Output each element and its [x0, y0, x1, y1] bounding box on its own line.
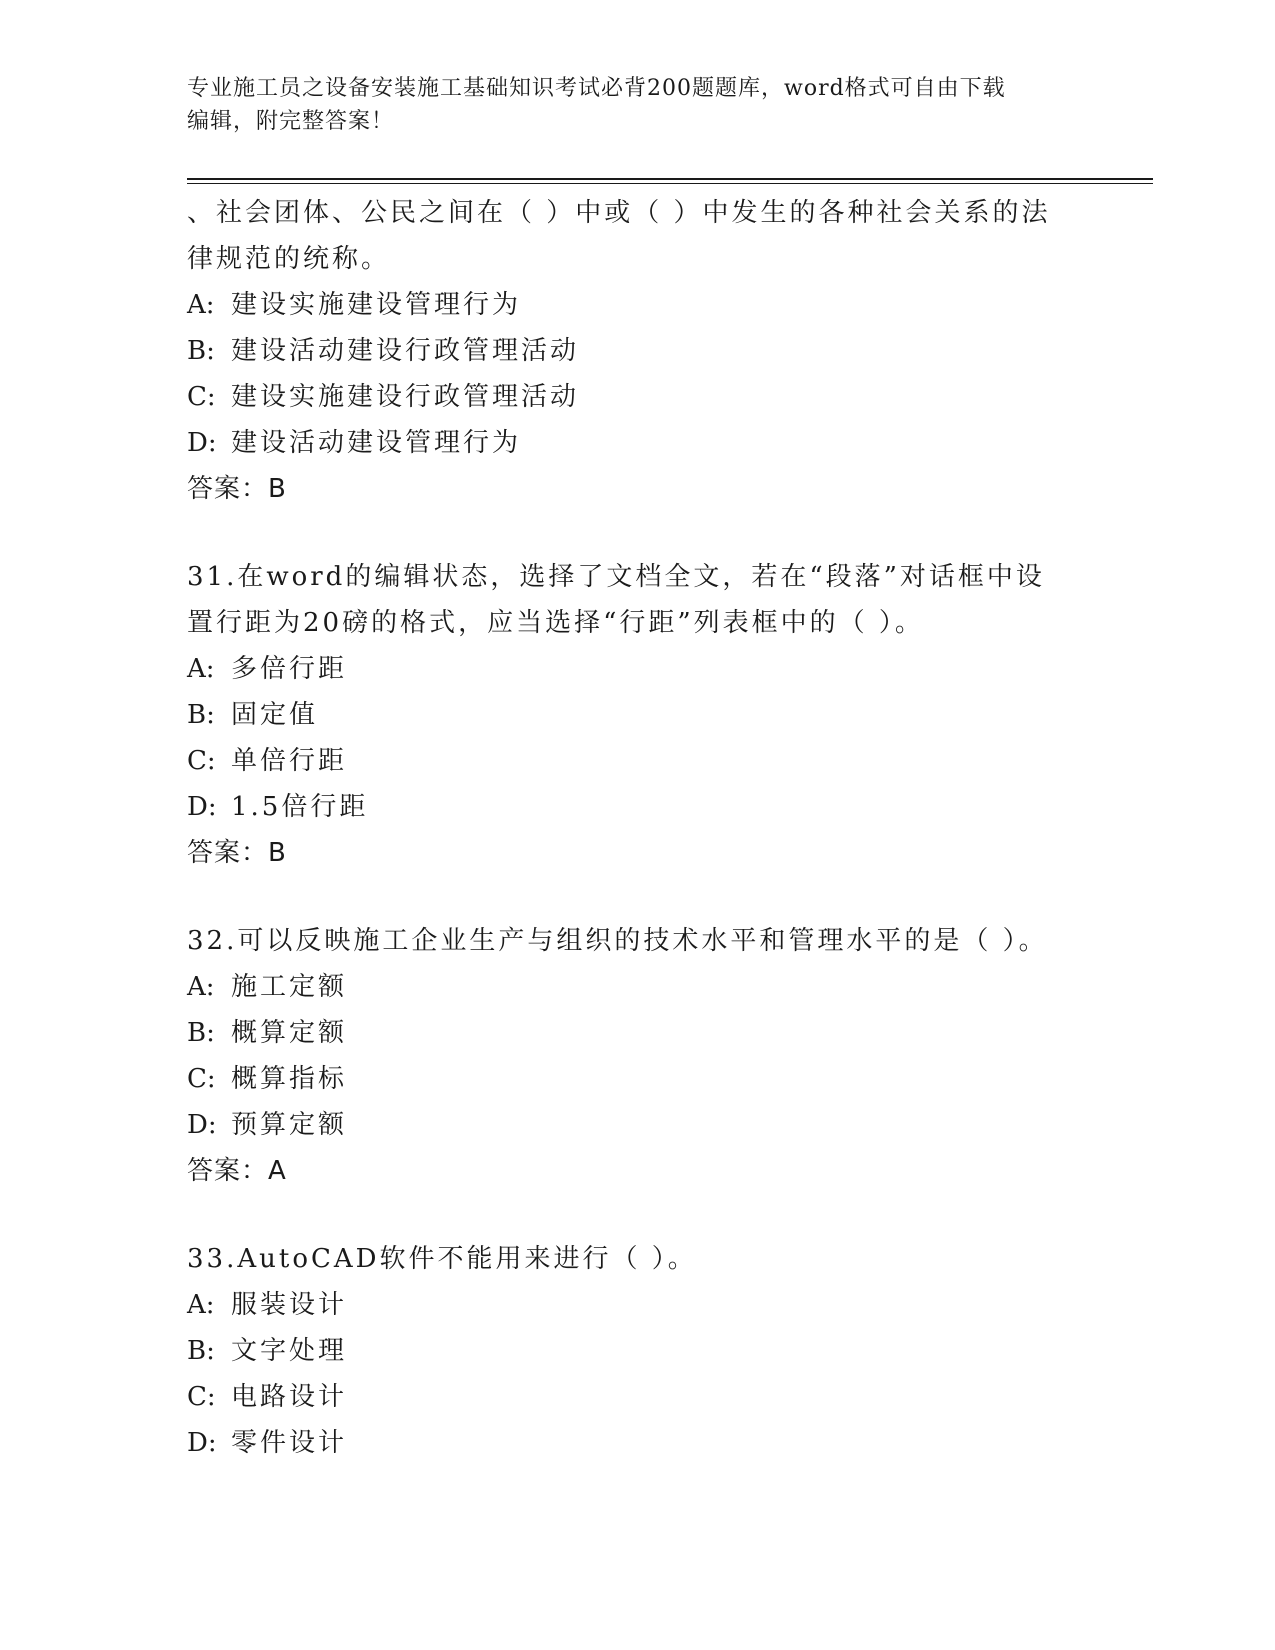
- option-c: [187, 374, 1067, 420]
- option-key: D:: [187, 792, 217, 822]
- option-text: 建设活动建设行政管理活动: [231, 336, 580, 366]
- option-d: [187, 784, 1067, 830]
- option-d: [187, 420, 1067, 466]
- question-list: [187, 190, 1067, 1508]
- question-block: [187, 554, 1067, 876]
- question-stem-line: 31.在word的编辑状态，选择了文档全文，若在“段落”对话框中设: [187, 562, 1045, 592]
- option-c: [187, 738, 1067, 784]
- header-divider-thin: [187, 183, 1153, 184]
- option-b: [187, 1328, 1067, 1374]
- option-key: A:: [187, 972, 215, 1002]
- option-text: 预算定额: [231, 1110, 348, 1140]
- option-d: [187, 1102, 1067, 1148]
- question-block: [187, 1236, 1067, 1466]
- header-title-line-2: 编辑，附完整答案！: [187, 109, 395, 134]
- option-c: [187, 1374, 1067, 1420]
- option-a: [187, 964, 1067, 1010]
- option-key: B:: [187, 1018, 215, 1048]
- option-key: D:: [187, 1428, 217, 1458]
- question-stem-line: 置行距为20磅的格式，应当选择“行距”列表框中的（ ）。: [187, 608, 924, 638]
- option-a: [187, 646, 1067, 692]
- option-text: 建设实施建设管理行为: [231, 290, 522, 320]
- option-text: 1.5倍行距: [231, 792, 369, 822]
- document-header: [187, 72, 1067, 138]
- option-text: 服装设计: [231, 1290, 348, 1320]
- question-stem-line: 32.可以反映施工企业生产与组织的技术水平和管理水平的是（ ）。: [187, 926, 1048, 956]
- question-block: [187, 918, 1067, 1194]
- option-text: 固定值: [231, 700, 319, 730]
- option-d: [187, 1420, 1067, 1466]
- answer-line: 答案：A: [187, 1156, 287, 1186]
- option-key: C:: [187, 1064, 216, 1094]
- option-c: [187, 1056, 1067, 1102]
- header-divider-thick: [187, 178, 1153, 180]
- option-b: [187, 328, 1067, 374]
- option-text: 概算指标: [231, 1064, 348, 1094]
- option-key: A:: [187, 1290, 215, 1320]
- option-key: A:: [187, 290, 215, 320]
- answer-line: 答案：B: [187, 838, 287, 868]
- option-text: 建设实施建设行政管理活动: [231, 382, 580, 412]
- option-key: D:: [187, 1110, 217, 1140]
- option-text: 零件设计: [231, 1428, 348, 1458]
- option-a: [187, 282, 1067, 328]
- header-title-line-1: 专业施工员之设备安装施工基础知识考试必背200题题库，word格式可自由下载: [187, 76, 1006, 101]
- option-key: D:: [187, 428, 217, 458]
- question-stem-line: 、社会团体、公民之间在（ ）中或（ ）中发生的各种社会关系的法: [187, 198, 1051, 228]
- question-stem-line: 律规范的统称。: [187, 244, 391, 274]
- option-b: [187, 692, 1067, 738]
- option-key: B:: [187, 1336, 215, 1366]
- answer-line: 答案：B: [187, 474, 287, 504]
- question-block: [187, 190, 1067, 512]
- option-text: 概算定额: [231, 1018, 348, 1048]
- option-key: B:: [187, 336, 215, 366]
- option-text: 单倍行距: [231, 746, 348, 776]
- option-key: B:: [187, 700, 215, 730]
- question-stem-line: 33.AutoCAD软件不能用来进行（ ）。: [187, 1244, 697, 1274]
- option-key: C:: [187, 746, 216, 776]
- option-text: 建设活动建设管理行为: [231, 428, 522, 458]
- option-key: C:: [187, 382, 216, 412]
- option-text: 多倍行距: [231, 654, 348, 684]
- option-text: 施工定额: [231, 972, 348, 1002]
- option-key: C:: [187, 1382, 216, 1412]
- option-text: 电路设计: [231, 1382, 348, 1412]
- option-text: 文字处理: [231, 1336, 348, 1366]
- option-a: [187, 1282, 1067, 1328]
- option-b: [187, 1010, 1067, 1056]
- option-key: A:: [187, 654, 215, 684]
